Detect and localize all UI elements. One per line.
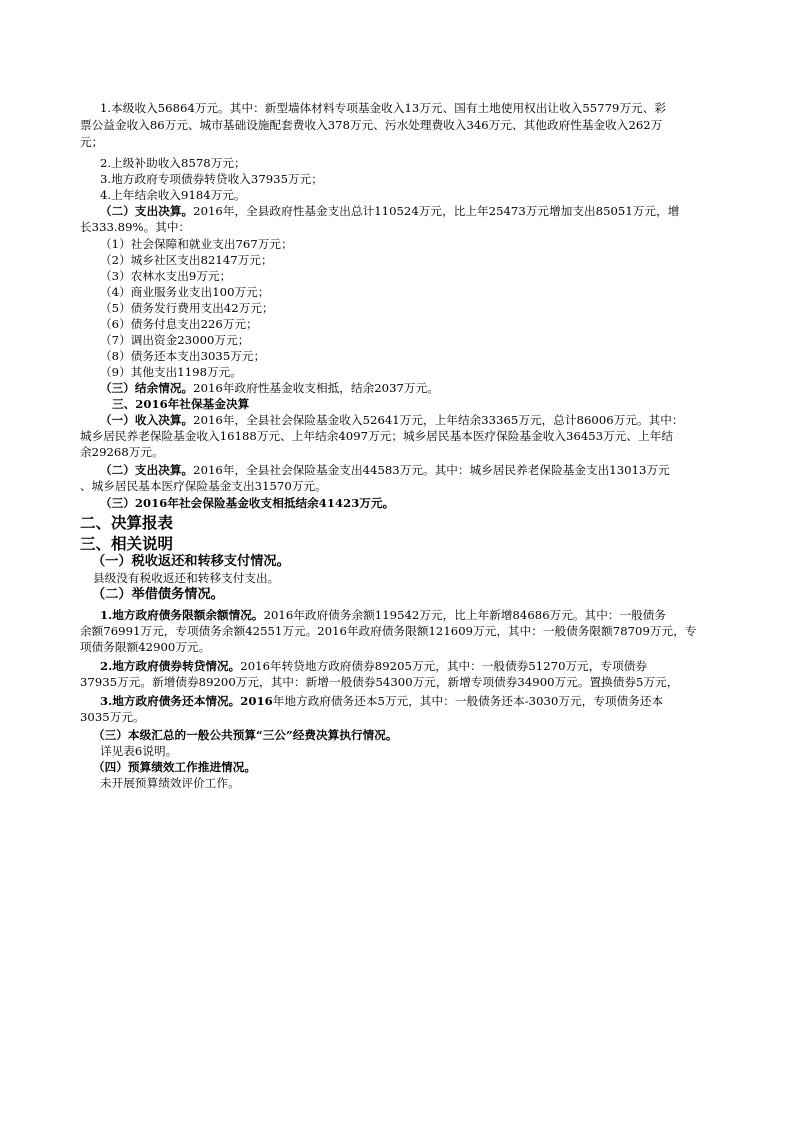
social-security-heading: 三、2016年社保基金决算 bbox=[112, 397, 250, 411]
fund-revenue-item-3: 3.地方政府专项债券转贷收入37935万元； bbox=[100, 172, 323, 186]
fund-expenditure-item: （5）债务发行费用支出42万元； bbox=[100, 301, 274, 315]
fund-balance-paragraph bbox=[100, 380, 439, 396]
fund-expenditure-item: （8）债务还本支出3035万元； bbox=[100, 349, 266, 363]
debt-heading: （二）举借债务情况。 bbox=[92, 587, 224, 602]
fund-revenue-item-2: 2.上级补助收入8578万元； bbox=[100, 156, 246, 170]
fund-expenditure-text-cont: 长333.89%。其中： bbox=[80, 220, 191, 234]
social-security-revenue-cont: 城乡居民养老保险基金收入16188万元、上年结余4097万元；城乡居民基本医疗保险基金收入36453万元、上年结 bbox=[80, 429, 674, 443]
section-heading-reports: 二、决算报表 bbox=[80, 514, 174, 532]
three-public-text: 详见表6说明。 bbox=[100, 744, 178, 758]
fund-expenditure-item: （2）城乡社区支出82147万元； bbox=[100, 253, 273, 267]
fund-expenditure-label: （二）支出决算。 bbox=[100, 204, 194, 218]
fund-balance-text: 2016年政府性基金收支相抵，结余2037万元。 bbox=[193, 381, 439, 395]
social-security-expenditure-cont: 、城乡居民基本医疗保险基金支出31570万元。 bbox=[80, 479, 327, 493]
fund-balance-label: （三）结余情况。 bbox=[100, 381, 194, 395]
fund-revenue-item-1-cont: 票公益金收入86万元、城市基础设施配套费收入378万元、污水处理费收入346万元、其他政府性基金收入262万 bbox=[80, 118, 663, 132]
debt-repayment-paragraph bbox=[100, 693, 663, 709]
debt-limit-text-end: 项债务限额42900万元。 bbox=[80, 640, 211, 654]
performance-heading: （四）预算绩效工作推进情况。 bbox=[93, 760, 257, 774]
social-security-revenue-label: （一）收入决算。 bbox=[100, 413, 194, 427]
debt-repayment-text: 年地方政府债务还本5万元，其中：一般债务还本-3030万元，专项债务还本 bbox=[272, 694, 664, 708]
debt-repayment-text-cont: 3035万元。 bbox=[80, 710, 145, 724]
debt-transfer-label: 2.地方政府债券转贷情况。 bbox=[100, 659, 241, 673]
social-security-expenditure-text: 2016年，全县社会保险基金支出44583万元。其中：城乡居民养老保险基金支出13013万元 bbox=[193, 463, 670, 477]
three-public-heading: （三）本级汇总的一般公共预算“三公”经费决算执行情况。 bbox=[93, 728, 398, 742]
debt-transfer-paragraph bbox=[100, 658, 647, 674]
fund-expenditure-item: （7）调出资金23000万元； bbox=[100, 333, 250, 347]
fund-expenditure-item: （3）农林水支出9万元； bbox=[100, 269, 232, 283]
fund-revenue-item-1-end: 元； bbox=[80, 135, 104, 149]
social-security-expenditure-paragraph bbox=[100, 462, 670, 478]
fund-expenditure-paragraph bbox=[100, 203, 679, 219]
fund-expenditure-item: （6）债务付息支出226万元； bbox=[100, 317, 258, 331]
debt-transfer-text: 2016年转贷地方政府债券89205万元，其中：一般债券51270万元，专项债券 bbox=[240, 659, 648, 673]
social-security-balance: （三）2016年社会保险基金收支相抵结余41423万元。 bbox=[100, 496, 395, 510]
social-security-revenue-end: 余29268万元。 bbox=[80, 445, 164, 459]
debt-repayment-label: 3.地方政府债务还本情况。 bbox=[100, 694, 241, 708]
social-security-expenditure-label: （二）支出决算。 bbox=[100, 463, 194, 477]
tax-return-heading: （一）税收返还和转移支付情况。 bbox=[92, 554, 290, 569]
fund-expenditure-item: （4）商业服务业支出100万元； bbox=[100, 285, 270, 299]
fund-expenditure-item: （1）社会保障和就业支出767万元； bbox=[100, 237, 293, 251]
tax-return-text: 县级没有税收返还和转移支付支出。 bbox=[93, 571, 280, 585]
debt-transfer-text-cont: 37935万元。新增债券89200万元，其中：新增一般债券54300万元，新增专项债券34900万元。置换债券5万元， bbox=[80, 675, 679, 689]
fund-expenditure-item: （9）其他支出1198万元。 bbox=[100, 365, 242, 379]
fund-revenue-item-4: 4.上年结余收入9184万元。 bbox=[100, 188, 246, 202]
section-heading-notes: 三、相关说明 bbox=[80, 535, 174, 553]
social-security-revenue-paragraph bbox=[100, 412, 684, 428]
fund-revenue-item-1: 1.本级收入56864万元。其中：新型墙体材料专项基金收入13万元、国有土地使用权出让收入55779万元、彩 bbox=[100, 101, 667, 115]
fund-expenditure-text: 2016年，全县政府性基金支出总计110524万元，比上年25473万元增加支出85051万元，增 bbox=[193, 204, 680, 218]
debt-limit-paragraph bbox=[100, 607, 666, 623]
debt-limit-text: 2016年政府债务余额119542万元，比上年新增84686万元。其中：一般债务 bbox=[263, 608, 667, 622]
performance-text: 未开展预算绩效评价工作。 bbox=[100, 776, 240, 790]
debt-limit-label: 1.地方政府债务限额余额情况。 bbox=[100, 608, 264, 622]
social-security-revenue-text: 2016年，全县社会保险基金收入52641万元，上年结余33365万元，总计86006万元。其中： bbox=[193, 413, 684, 427]
debt-limit-text-cont: 余额76991万元，专项债务余额42551万元。2016年政府债务限额121609万元，其中：一般债务限额78709万元，专 bbox=[80, 624, 697, 638]
debt-repayment-year: 2016 bbox=[240, 694, 273, 708]
